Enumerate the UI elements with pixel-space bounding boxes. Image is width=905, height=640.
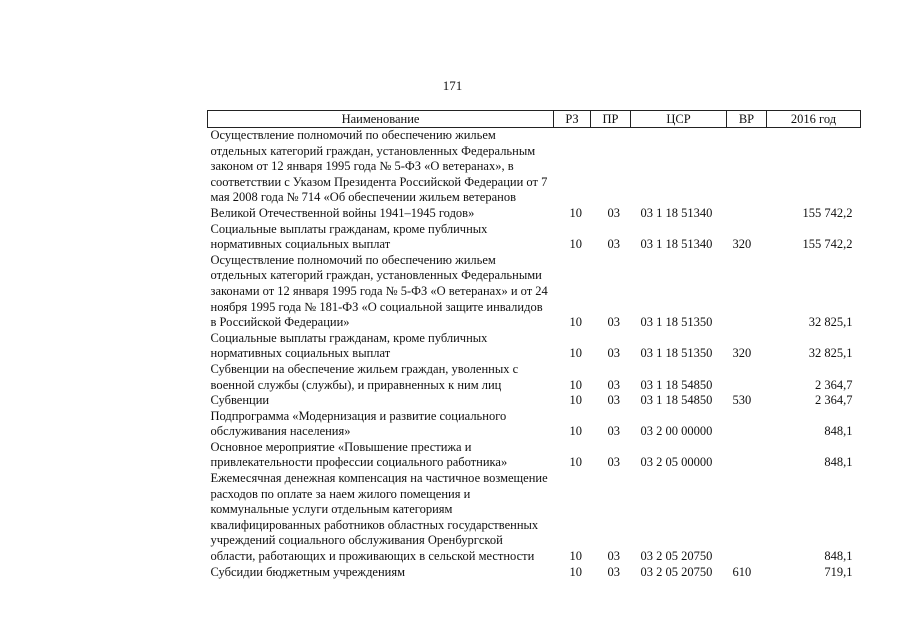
row-csr: 03 2 05 00000 (640, 455, 713, 470)
table-row (208, 222, 861, 253)
row-rz: 10 (569, 346, 582, 361)
header-pr: ПР (591, 111, 631, 128)
row-rz: 10 (569, 564, 582, 579)
row-name: Субвенции (210, 393, 270, 408)
row-pr: 03 (607, 564, 620, 579)
row-amount: 848,1 (824, 424, 853, 439)
row-rz: 10 (569, 315, 582, 330)
row-rz: 10 (569, 455, 582, 470)
table-row (208, 409, 861, 440)
row-amount: 848,1 (824, 549, 853, 564)
table-row (208, 128, 861, 222)
row-amount: 2 364,7 (815, 377, 853, 392)
row-rz: 10 (569, 237, 582, 252)
row-csr: 03 1 18 54850 (640, 377, 713, 392)
row-rz: 10 (569, 424, 582, 439)
row-name: Подпрограмма «Модернизация и развитие социального обслуживания населения» (210, 408, 507, 439)
row-pr: 03 (607, 315, 620, 330)
table-row (208, 440, 861, 471)
row-csr: 03 1 18 51340 (640, 237, 713, 252)
row-csr: 03 2 05 20750 (640, 549, 713, 564)
header-year: 2016 год (767, 111, 861, 128)
table-row (208, 362, 861, 393)
table-row (208, 393, 861, 409)
row-pr: 03 (607, 455, 620, 470)
row-csr: 03 1 18 51350 (640, 315, 713, 330)
row-pr: 03 (607, 393, 620, 408)
row-vr (727, 362, 767, 393)
row-pr: 03 (607, 237, 620, 252)
page-number: 171 (442, 78, 463, 93)
header-vr: ВР (727, 111, 767, 128)
row-amount: 2 364,7 (815, 393, 853, 408)
row-vr (727, 440, 767, 471)
row-rz: 10 (569, 549, 582, 564)
row-pr: 03 (607, 424, 620, 439)
row-name: Субсидии бюджетным учреждениям (210, 564, 406, 579)
row-pr: 03 (607, 346, 620, 361)
row-amount: 719,1 (824, 564, 853, 579)
row-name: Социальные выплаты гражданам, кроме публичных нормативных социальных выплат (210, 221, 488, 252)
row-pr: 03 (607, 377, 620, 392)
row-csr: 03 2 00 00000 (640, 424, 713, 439)
budget-table (207, 110, 861, 580)
row-csr: 03 1 18 51350 (640, 346, 713, 361)
row-name: Ежемесячная денежная компенсация на частичное возмещение расходов по оплате за наем жилого помещения и коммунальные услуги отдельным категориям квалифицированных работников областных государственных учреждений социального обслуживания Оренбургской области, работающих и проживающих в сельской местности (210, 471, 548, 564)
row-amount: 32 825,1 (808, 315, 853, 330)
row-vr: 320 (732, 237, 752, 252)
row-vr (727, 409, 767, 440)
row-csr: 03 2 05 20750 (640, 564, 713, 579)
header-csr: ЦСР (631, 111, 727, 128)
row-amount: 155 742,2 (802, 205, 853, 220)
row-amount: 32 825,1 (808, 346, 853, 361)
row-amount: 848,1 (824, 455, 853, 470)
row-pr: 03 (607, 549, 620, 564)
row-rz: 10 (569, 205, 582, 220)
row-csr: 03 1 18 51340 (640, 205, 713, 220)
table-header-row (208, 111, 861, 128)
row-vr: 610 (732, 564, 752, 579)
table-row (208, 331, 861, 362)
row-rz: 10 (569, 377, 582, 392)
row-csr: 03 1 18 54850 (640, 393, 713, 408)
row-vr (727, 471, 767, 565)
table-row (208, 253, 861, 331)
row-vr: 530 (732, 393, 752, 408)
row-name: Осуществление полномочий по обеспечению жильем отдельных категорий граждан, установленных Федеральным законом от 12 января 1995 года № 5-ФЗ «О ветеранах», в соответствии с Указом Президента Российской Федерации от 7 мая 2008 года № 714 «Об обеспечении жильем ветеранов Великой Отечественной войны 1941–1945 годов» (210, 128, 548, 220)
row-amount: 155 742,2 (802, 237, 853, 252)
row-pr: 03 (607, 205, 620, 220)
row-vr (727, 253, 767, 331)
header-name: Наименование (208, 111, 554, 128)
table-row (208, 471, 861, 565)
row-name: Основное мероприятие «Повышение престижа и привлекательности профессии социального работника» (210, 439, 508, 470)
header-rz: РЗ (554, 111, 591, 128)
row-rz: 10 (569, 393, 582, 408)
row-name: Субвенции на обеспечение жильем граждан, уволенных с военной службы (службы), и приравненных к ним лиц (210, 361, 519, 392)
row-name: Социальные выплаты гражданам, кроме публичных нормативных социальных выплат (210, 330, 488, 361)
row-vr (727, 128, 767, 222)
table-row (208, 565, 861, 581)
row-name: Осуществление полномочий по обеспечению жильем отдельных категорий граждан, установленных Федеральными законами от 12 января 1995 года № 5-ФЗ «О ветеранах» и от 24 ноября 1995 года № 181-ФЗ «О социальной защите инвалидов в Российской Федерации» (210, 252, 548, 330)
row-vr: 320 (732, 346, 752, 361)
